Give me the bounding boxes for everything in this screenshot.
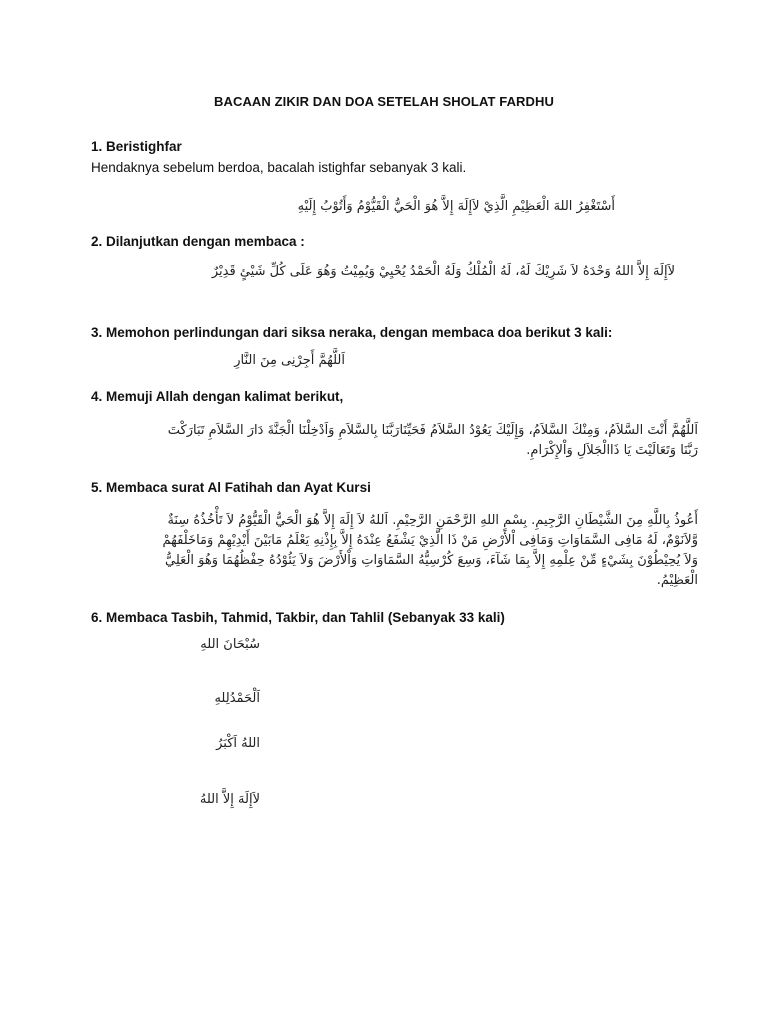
section-2-arabic: لاَإِلَهَ إِلاَّ اللهُ وَحْدَهُ لاَ شَرِيْكَ لَهُ، لَهُ الْمُلْكُ وَلَهُ الْحَمْدُ يُحْيِيْ وَيُمِيْتُ وَهُوَ عَلَى كُلِّ شَيْئٍ قَدِيْرٌ [211,264,675,279]
takbir-text: اللهُ اَكْبَرُ [216,736,260,751]
section-5-heading: 5. Membaca surat Al Fatihah dan Ayat Kursi [91,480,371,495]
section-2-heading: 2. Dilanjutkan dengan membaca : [91,234,305,249]
tasbih-text: سُبْحَانَ اللهِ [200,637,260,652]
section-5-arabic-line: وَّلاَنَوْمٌ، لَهُ مَافِى السَّمَاوَاتِ وَمَافِى اْلأَرْضِ مَنْ ذَا الَّذِيْ يَشْفَعُ عِنْدَهُ إِلاَّ بِإِذْنِهِ يَعْلَمُ مَابَيْنَ أَيْدِيْهِمْ وَمَاخَلْفَهُمْ [162,533,698,548]
page-title: BACAAN ZIKIR DAN DOA SETELAH SHOLAT FARDHU [213,94,555,109]
section-4-arabic-line: اَللَّهُمَّ أَنْتَ السَّلاَمُ، وَمِنْكَ السَّلاَمُ، وَإِلَيْكَ يَعُوْدُ السَّلاَمُ فَحَيِّنَارَبَّنَا بِالسَّلاَمِ وَاَدْخِلْنَا الْجَنَّةَ دَارَ السَّلاَمِ تَبَارَكْتَ [167,423,698,438]
section-4-arabic-line: رَبَّنَا وَتَعَالَيْتَ يَا ذَاالْجَلاَلِ وَاْلإِكْرَامِ. [526,443,698,458]
section-1-heading: 1. Beristighfar [91,139,182,154]
section-1-arabic: أَسْتَغْفِرُ اللهَ الْعَظِيْمِ الَّذِيْ لاَإِلَهَ إِلاَّ هُوَ الْحَيُّ الْقَيُّوْمُ وَأَتُوْبُ إِلَيْهِ [297,199,615,214]
section-5-arabic [98,511,698,591]
section-5-arabic-line: وَلاَ يُحِيْطُوْنَ بِشَيْءٍ مِّنْ عِلْمِهِ إِلاَّ بِمَا شَآءَ، وَسِعَ كُرْسِيُّهُ السَّمَاوَاتِ وَاْلأَرْضَ وَلاَ يَئُوْدُهُ حِفْظُهُمَا وَهُوَ الْعَلِيُّ [165,553,698,568]
tahmid-text: اَلْحَمْدُلِلهِ [214,691,260,706]
section-1-text: Hendaknya sebelum berdoa, bacalah istighfar sebanyak 3 kali. [91,160,467,175]
section-5-arabic-line: الْعَظِيْمُ. [656,573,698,588]
section-5-arabic-line: أَعُوذُ بِاللَّهِ مِنَ الشَّيْطَانِ الرَّجِيمِ. بِسْمِ اللهِ الرَّحْمَنِ الرَّحِيْمِ. اَللهُ لاَ إِلَهَ إِلاَّ هُوَ الْحَيُّ الْقَيُّوْمُ لاَ تَأْخُذُهُ سِنَةٌ [167,513,698,528]
section-4-heading: 4. Memuji Allah dengan kalimat berikut, [91,389,344,404]
section-3-heading: 3. Memohon perlindungan dari siksa neraka, dengan membaca doa berikut 3 kali: [91,325,613,340]
tahlil-text: لاَإِلَهَ إِلاَّ اللهُ [199,792,260,807]
section-6-heading: 6. Membaca Tasbih, Tahmid, Takbir, dan Tahlil (Sebanyak 33 kali) [91,610,505,625]
section-3-arabic: اَللَّهُمَّ أَجِرْنِى مِنَ النَّارِ [234,353,345,368]
section-4-arabic [98,421,698,461]
